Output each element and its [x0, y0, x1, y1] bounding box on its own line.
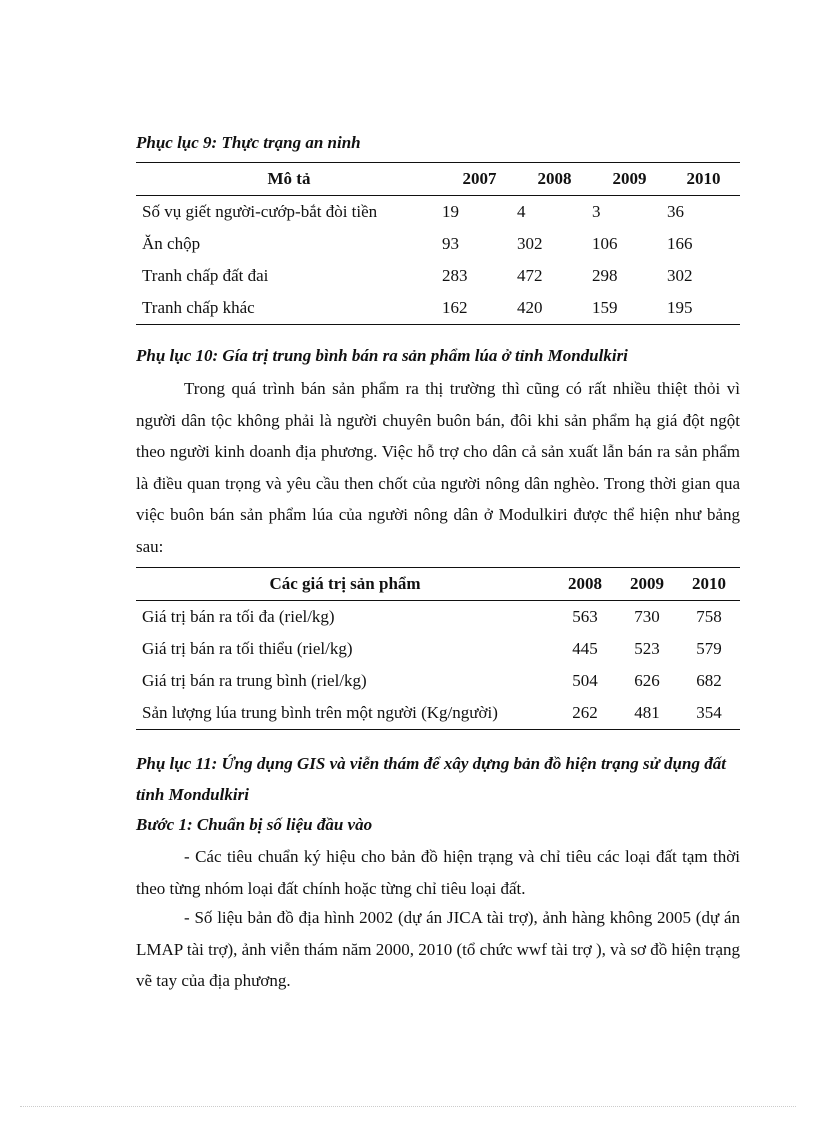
table-cell: 3	[592, 202, 601, 221]
row-label: Giá trị bán ra tối đa (riel/kg)	[142, 607, 335, 626]
table-cell: 106	[592, 234, 618, 253]
appendix-10-paragraph: Trong quá trình bán sản phẩm ra thị trường thì cũng có rất nhiều thiệt thỏi vì người dân tộc không phải là người chuyên buôn bán, đôi khi sản phẩm hạ giá đột ngột theo người kinh doanh địa phương. Việc hỗ trợ cho dân cả sản xuất lẫn bán ra sản phẩm là điều quan trọng và yêu cầu then chốt của người nông dân nghèo. Trong thời gian qua việc buôn bán sản phẩm lúa của người nông dân ở Modulkiri được thể hiện như bảng sau:	[136, 379, 740, 556]
table-cell: 298	[592, 266, 618, 285]
row-label: Ăn chộp	[142, 234, 201, 253]
row-label: Giá trị bán ra tối thiểu (riel/kg)	[142, 639, 353, 658]
table-cell: 445	[572, 639, 598, 658]
table-cell: 93	[442, 234, 459, 253]
security-table	[136, 162, 740, 325]
table-row	[136, 665, 740, 697]
column-header: 2008	[554, 568, 616, 601]
column-header: 2010	[678, 568, 740, 601]
step-1-bullet-1: - Các tiêu chuẩn ký hiệu cho bản đồ hiện trạng và chỉ tiêu các loại đất tạm thời theo từng nhóm loại đất chính hoặc từng chỉ tiêu loại đất.	[136, 847, 740, 898]
table-cell: 19	[442, 202, 459, 221]
rice-price-table	[136, 567, 740, 730]
table-row	[136, 697, 740, 730]
column-header: 2010	[667, 163, 740, 196]
table-row	[136, 260, 740, 292]
page-footer-divider	[20, 1106, 796, 1107]
table-cell: 354	[678, 697, 740, 730]
table-cell: 195	[667, 292, 740, 325]
table-cell: 626	[634, 671, 660, 690]
table-cell: 563	[572, 607, 598, 626]
table-header-row	[136, 568, 740, 601]
table-cell: 504	[572, 671, 598, 690]
table-row	[136, 292, 740, 325]
appendix-9-title: Phục lục 9: Thực trạng an ninh	[136, 133, 361, 152]
table-cell: 579	[696, 639, 722, 658]
row-label: Tranh chấp khác	[136, 292, 442, 325]
column-header: 2007	[442, 163, 517, 196]
column-header: Mô tả	[136, 163, 442, 196]
table-cell: 166	[667, 234, 693, 253]
table-cell: 36	[667, 202, 684, 221]
table-cell: 420	[517, 292, 592, 325]
table-cell: 730	[634, 607, 660, 626]
table-row	[136, 228, 740, 260]
table-header-row	[136, 163, 740, 196]
row-label: Số vụ giết người-cướp-bắt đòi tiền	[142, 202, 378, 221]
column-header: 2009	[592, 163, 667, 196]
row-label: Sản lượng lúa trung bình trên một người (Kg/người)	[136, 697, 554, 730]
column-header: 2008	[517, 163, 592, 196]
table-cell: 4	[517, 202, 526, 221]
table-cell: 682	[696, 671, 722, 690]
step-1-bullet-2: - Số liệu bản đồ địa hình 2002 (dự án JICA tài trợ), ảnh hàng không 2005 (dự án LMAP tài trợ), ảnh viễn thám năm 2000, 2010 (tổ chức wwf tài trợ ), và sơ đồ hiện trạng vẽ tay của địa phương.	[136, 908, 740, 990]
table-row	[136, 601, 740, 634]
appendix-11-title: Phụ lục 11: Ứng dụng GIS và viễn thám để xây dựng bản đồ hiện trạng sử dụng đất tỉnh Mondulkiri	[136, 754, 726, 804]
table-cell: 481	[616, 697, 678, 730]
table-cell: 262	[554, 697, 616, 730]
table-cell: 302	[517, 234, 543, 253]
table-cell: 523	[634, 639, 660, 658]
column-header: Các giá trị sản phẩm	[136, 568, 554, 601]
step-1-title: Bước 1: Chuẩn bị số liệu đầu vào	[136, 815, 373, 834]
table-cell: 159	[592, 292, 667, 325]
column-header: 2009	[616, 568, 678, 601]
table-cell: 162	[442, 292, 517, 325]
table-cell: 758	[696, 607, 722, 626]
row-label: Giá trị bán ra trung bình (riel/kg)	[142, 671, 367, 690]
table-row	[136, 196, 740, 229]
table-cell: 302	[667, 266, 693, 285]
table-cell: 283	[442, 266, 468, 285]
row-label: Tranh chấp đất đai	[142, 266, 269, 285]
table-cell: 472	[517, 266, 543, 285]
appendix-10-title: Phụ lục 10: Gía trị trung bình bán ra sản phẩm lúa ở tỉnh Mondulkiri	[136, 346, 628, 365]
table-row	[136, 633, 740, 665]
